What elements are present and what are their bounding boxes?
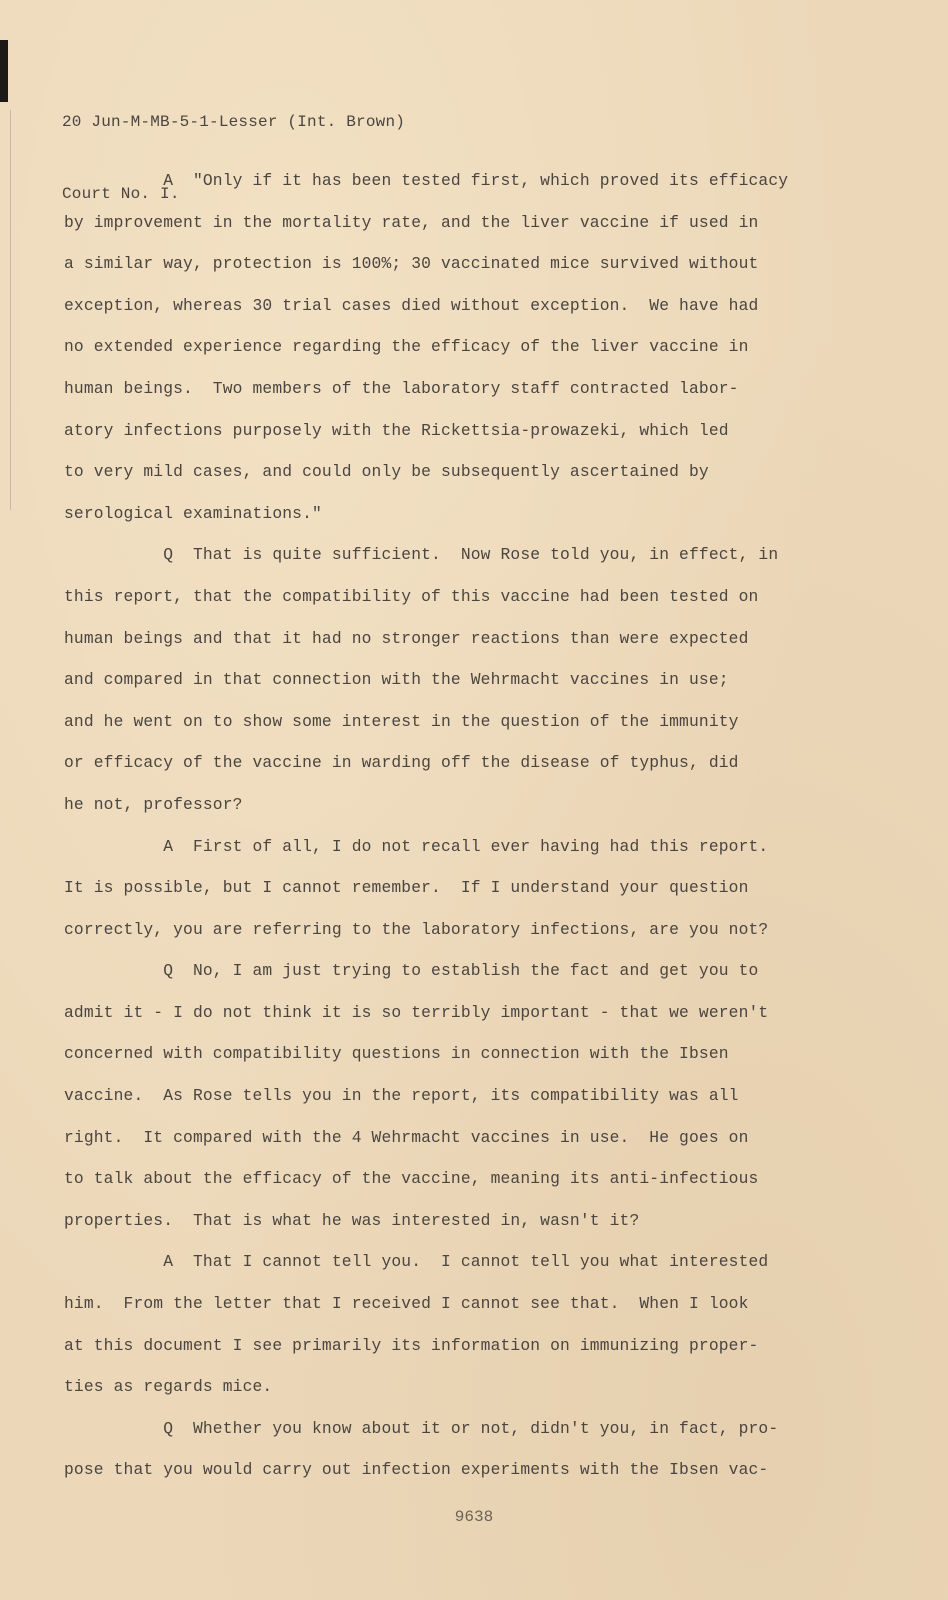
transcript-line: A That I cannot tell you. I cannot tell you what interested bbox=[64, 1252, 769, 1272]
transcript-line: human beings. Two members of the laboratory staff contracted labor- bbox=[64, 378, 739, 398]
binding-edge-mark bbox=[0, 40, 8, 102]
transcript-line: Q Whether you know about it or not, didn't you, in fact, pro- bbox=[64, 1418, 779, 1438]
header-court-line: Court No. I. bbox=[62, 185, 180, 203]
transcript-line: no extended experience regarding the efficacy of the liver vaccine in bbox=[64, 337, 749, 357]
transcript-line: concerned with compatibility questions in connection with the Ibsen bbox=[64, 1044, 729, 1064]
transcript-line: and compared in that connection with the Wehrmacht vaccines in use; bbox=[64, 670, 729, 690]
transcript-line: Q That is quite sufficient. Now Rose told you, in effect, in bbox=[64, 545, 779, 565]
transcript-line: It is possible, but I cannot remember. If I understand your question bbox=[64, 878, 749, 898]
transcript-line: at this document I see primarily its information on immunizing proper- bbox=[64, 1335, 759, 1355]
transcript-line: he not, professor? bbox=[64, 794, 243, 814]
transcript-line: properties. That is what he was interested in, wasn't it? bbox=[64, 1210, 640, 1230]
transcript-line: this report, that the compatibility of this vaccine had been tested on bbox=[64, 586, 759, 606]
transcript-line: by improvement in the mortality rate, and the liver vaccine if used in bbox=[64, 212, 759, 232]
transcript-line: human beings and that it had no stronger reactions than were expected bbox=[64, 628, 749, 648]
page-edge-line bbox=[10, 110, 11, 510]
transcript-line: to talk about the efficacy of the vaccine, meaning its anti-infectious bbox=[64, 1169, 759, 1189]
transcript-line: to very mild cases, and could only be subsequently ascertained by bbox=[64, 462, 709, 482]
transcript-line: right. It compared with the 4 Wehrmacht vaccines in use. He goes on bbox=[64, 1127, 749, 1147]
transcript-line: exception, whereas 30 trial cases died without exception. We have had bbox=[64, 295, 759, 315]
header-session-line: 20 Jun-M-MB-5-1-Lesser (Int. Brown) bbox=[62, 113, 406, 131]
transcript-line: A "Only if it has been tested first, which proved its efficacy bbox=[64, 171, 789, 190]
transcript-line: serological examinations." bbox=[64, 503, 322, 523]
transcript-body bbox=[64, 160, 794, 1491]
transcript-line: a similar way, protection is 100%; 30 vaccinated mice survived without bbox=[64, 254, 759, 274]
transcript-line: vaccine. As Rose tells you in the report, its compatibility was all bbox=[64, 1086, 739, 1106]
page-number: 9638 bbox=[454, 1508, 494, 1526]
transcript-line: and he went on to show some interest in the question of the immunity bbox=[64, 711, 739, 731]
transcript-line: him. From the letter that I received I cannot see that. When I look bbox=[64, 1294, 749, 1314]
transcript-line: A First of all, I do not recall ever having had this report. bbox=[64, 836, 769, 856]
transcript-line: correctly, you are referring to the laboratory infections, are you not? bbox=[64, 919, 769, 939]
transcript-line: ties as regards mice. bbox=[64, 1377, 273, 1397]
transcript-line: atory infections purposely with the Rickettsia-prowazeki, which led bbox=[64, 420, 729, 440]
transcript-line: Q No, I am just trying to establish the fact and get you to bbox=[64, 961, 759, 981]
transcript-line: pose that you would carry out infection experiments with the Ibsen vac- bbox=[64, 1460, 769, 1480]
transcript-line: or efficacy of the vaccine in warding off the disease of typhus, did bbox=[64, 753, 739, 773]
transcript-line: admit it - I do not think it is so terribly important - that we weren't bbox=[64, 1002, 769, 1022]
